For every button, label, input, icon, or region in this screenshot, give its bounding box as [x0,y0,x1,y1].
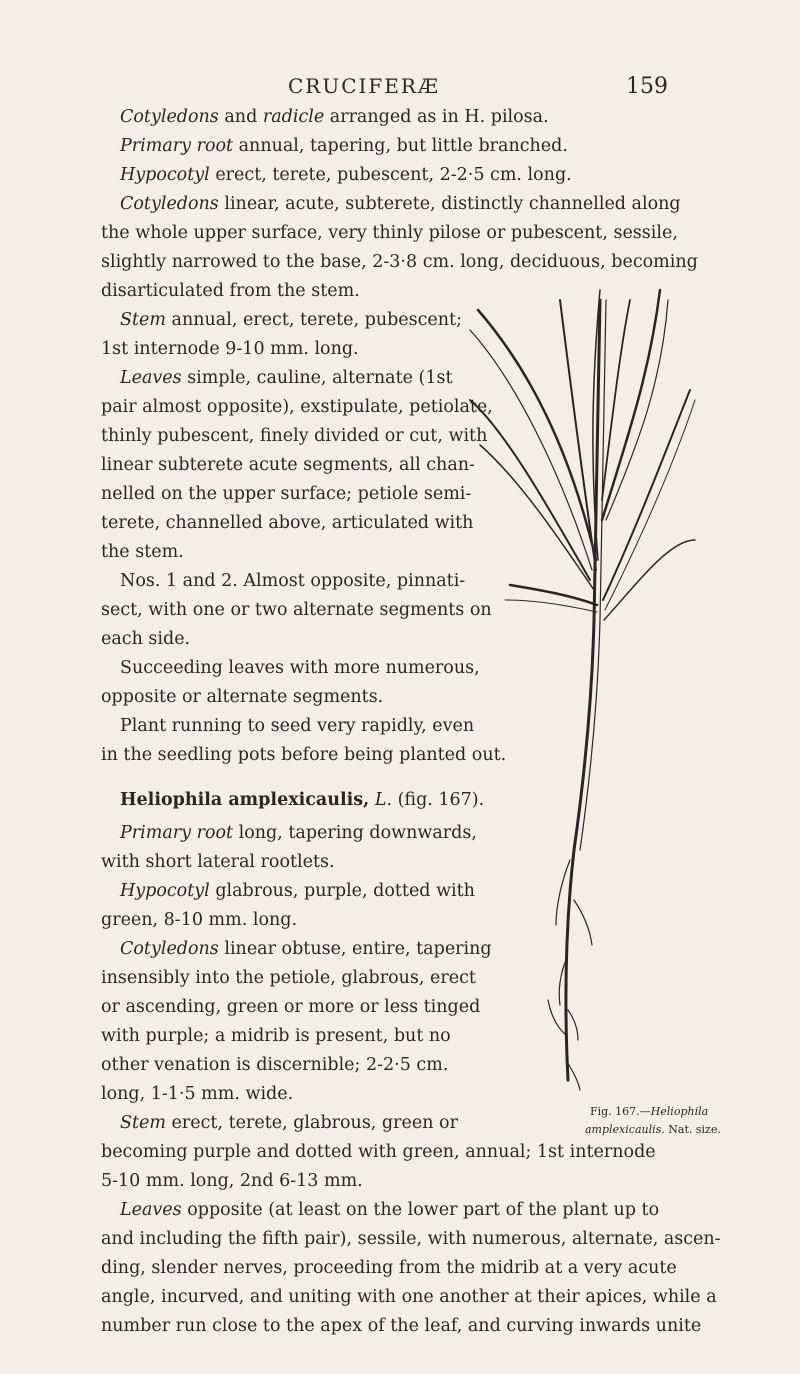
text-run: linear, acute, subterete, distinctly channelled along [218,194,681,214]
text-run: or ascending, green or more or less tinged [101,997,481,1017]
figure-caption-line-2 [585,1124,721,1135]
text-run: green, 8-10 mm. long. [101,910,298,930]
text-run: insensibly into the petiole, glabrous, erect [101,968,476,988]
text-run: arranged as in H. pilosa. [324,107,549,127]
text-run: other venation is discernible; 2-2·5 cm. [101,1055,449,1075]
text-run: angle, incurved, and uniting with one another at their apices, while a [101,1287,717,1307]
caption-suffix: Nat. size. [664,1123,721,1136]
text-run: linear obtuse, entire, tapering [218,939,492,959]
italic-term: Primary root [120,823,234,843]
text-run: nelled on the upper surface; petiole semi- [101,484,472,504]
text-run: long, 1-1·5 mm. wide. [101,1084,294,1104]
text-run: Plant running to seed very rapidly, even [120,716,475,736]
text-run: Nos. 1 and 2. Almost opposite, pinnati- [120,571,466,591]
text-run: the whole upper surface, very thinly pilose or pubescent, sessile, [101,223,678,243]
text-run: disarticulated from the stem. [101,281,360,301]
italic-term: Cotyledons [120,939,219,959]
text-run: simple, cauline, alternate (1st [181,368,453,388]
page-number: 159 [626,74,668,99]
italic-term: Stem [120,310,166,330]
text-run: becoming purple and dotted with green, annual; 1st internode [101,1142,656,1162]
text-run: terete, channelled above, articulated with [101,513,474,533]
italic-term: Leaves [120,1200,182,1220]
text-run: linear subterete acute segments, all chan- [101,455,475,475]
italic-term: Leaves [120,368,182,388]
text-run: with short lateral rootlets. [101,852,335,872]
text-run: in the seedling pots before being planted out. [101,745,507,765]
running-title: CRUCIFERÆ [288,74,440,98]
text-run: annual, tapering, but little branched. [233,136,568,156]
italic-term: Cotyledons [120,107,219,127]
text-run: annual, erect, terete, pubescent; [165,310,462,330]
italic-term: Stem [120,1113,166,1133]
text-run: erect, terete, glabrous, green or [165,1113,458,1133]
italic-term: Cotyledons [120,194,219,214]
text-run: with purple; a midrib is present, but no [101,1026,451,1046]
italic-term: Hypocotyl [120,165,210,185]
caption-species: Heliophila [650,1105,709,1118]
caption-species-epithet: amplexicaulis. [585,1123,665,1136]
text-run: (fig. 167). [392,790,485,810]
italic-term: radicle [262,107,325,127]
text-run: 5-10 mm. long, 2nd 6-13 mm. [101,1171,363,1191]
text-run: thinly pubescent, finely divided or cut, with [101,426,488,446]
text-run: slightly narrowed to the base, 2-3·8 cm. long, deciduous, becoming [101,252,698,272]
species-heading: Heliophila amplexicaulis, [120,790,370,810]
italic-term: Primary root [120,136,234,156]
text-run: number run close to the apex of the leaf, and curving inwards unite [101,1316,702,1336]
text-run: opposite or alternate segments. [101,687,384,707]
text-run: Succeeding leaves with more numerous, [120,658,480,678]
text-run: sect, with one or two alternate segments on [101,600,492,620]
text-run: ding, slender nerves, proceeding from the midrib at a very acute [101,1258,677,1278]
text-run: glabrous, purple, dotted with [209,881,475,901]
italic-term: Hypocotyl [120,881,210,901]
text-run: pair almost opposite), exstipulate, petiolate, [101,397,493,417]
text-run: erect, terete, pubescent, 2-2·5 cm. long. [209,165,572,185]
text-run: opposite (at least on the lower part of the plant up to [181,1200,660,1220]
text-run: long, tapering downwards, [233,823,477,843]
text-run: the stem. [101,542,184,562]
caption-prefix: Fig. 167.— [590,1105,651,1118]
text-run: and [218,107,263,127]
text-run: and including the fifth pair), sessile, with numerous, alternate, ascen- [101,1229,721,1249]
text-run: each side. [101,629,191,649]
text-run: 1st internode 9-10 mm. long. [101,339,359,359]
italic-term: L. [374,790,393,810]
figure-caption-line-1 [590,1106,708,1117]
